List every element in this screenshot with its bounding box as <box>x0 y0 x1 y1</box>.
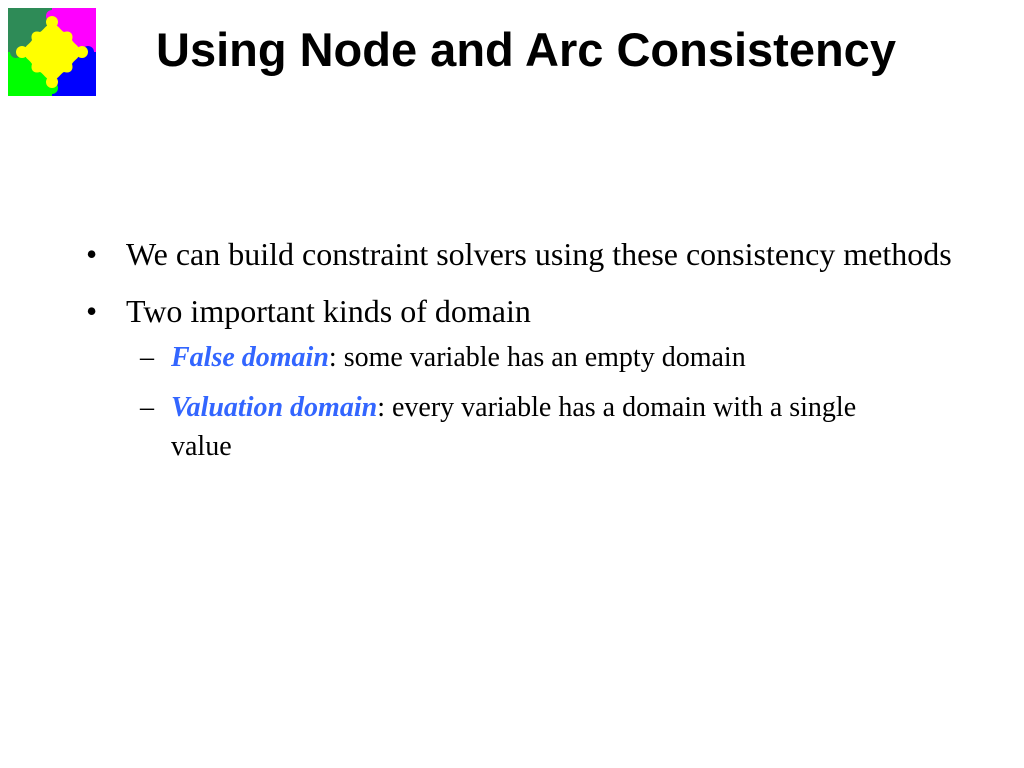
bullet-list <box>86 232 956 478</box>
bullet-item <box>86 289 956 466</box>
puzzle-pieces-icon <box>8 8 96 96</box>
sub-bullet-item <box>126 338 911 377</box>
sub-bullet-term: False domain <box>171 342 329 373</box>
slide-title: Using Node and Arc Consistency <box>156 23 896 76</box>
bullet-marker: • <box>86 236 98 272</box>
bullet-item <box>86 232 956 277</box>
bullet-text: We can build constraint solvers using these consistency methods <box>126 236 952 272</box>
sub-bullet-term: Valuation domain <box>171 392 378 423</box>
sub-bullet-marker: – <box>140 392 154 423</box>
bullet-marker: • <box>86 293 98 329</box>
sub-bullet-item <box>126 388 911 466</box>
sub-bullet-text: : every variable has a domain with a single value <box>171 392 857 462</box>
sub-bullet-marker: – <box>140 342 154 373</box>
sub-bullet-text: : some variable has an empty domain <box>328 342 746 373</box>
sub-bullet-list <box>126 338 956 466</box>
bullet-text: Two important kinds of domain <box>126 293 531 329</box>
